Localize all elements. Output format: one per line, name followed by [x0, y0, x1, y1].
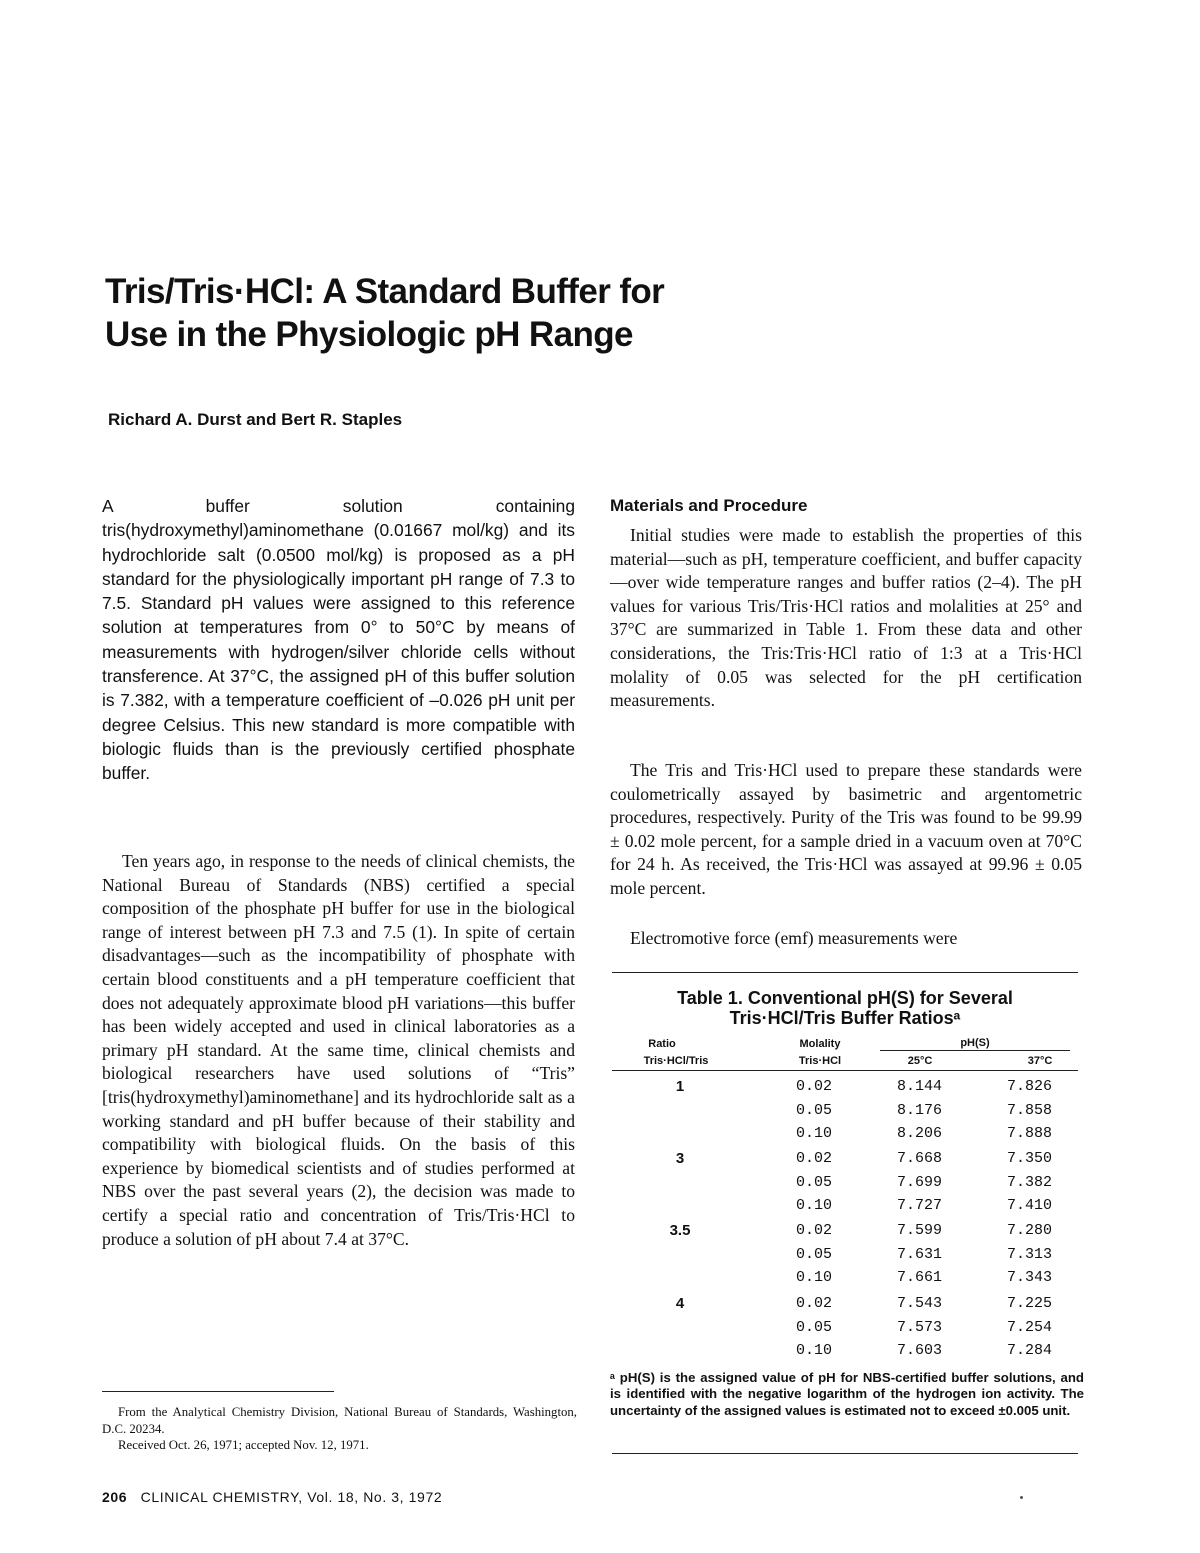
ph-37-cell: 7.280	[1006, 1222, 1052, 1239]
molality-cell: 0.05	[795, 1101, 832, 1119]
ph-25-cell: 7.661	[896, 1269, 942, 1286]
ph-25-cell: 8.206	[896, 1125, 942, 1142]
molality-cell: 0.10	[795, 1197, 832, 1214]
table-title-line: Tris·HCl/Tris Buffer Ratiosᵃ	[729, 1008, 961, 1028]
ph-25-cell: 7.603	[896, 1342, 942, 1359]
ph-25-cell: 7.668	[896, 1150, 942, 1167]
molality-cell: 0.02	[795, 1150, 832, 1167]
ph-25-cell: 7.573	[896, 1318, 942, 1336]
table-top-rule	[612, 972, 1078, 973]
ratio-subheader: Tris·HCl/Tris	[643, 1055, 709, 1067]
ratio-cell: 3	[675, 1150, 685, 1167]
molality-cell: 0.05	[795, 1173, 832, 1191]
ratio-cell: 3.5	[669, 1222, 691, 1239]
article-title	[105, 270, 725, 356]
molality-cell: 0.02	[795, 1295, 832, 1312]
ph-37-cell: 7.826	[1006, 1078, 1052, 1095]
ph-25-cell: 7.727	[896, 1197, 942, 1214]
ratio-cell: 4	[675, 1295, 685, 1312]
abstract: A buffer solution containing tris(hydroxymethyl)aminomethane (0.01667 mol/kg) and its hydrochloride salt (0.0500 mol/kg) is proposed as a pH standard for the physiologically important pH range of 7.3 to 7.5. Standard pH values were assigned to this reference solution at temperatures from 0° to 50°C by means of measurements with hydrogen/silver chloride cells without transference. At 37°C, the assigned pH of this buffer solution is 7.382, with a temperature coefficient of –0.026 pH unit per degree Celsius. This new standard is more compatible with biologic fluids than is the previously certified phosphate buffer.	[102, 496, 575, 784]
journal-citation: CLINICAL CHEMISTRY, Vol. 18, No. 3, 1972	[140, 1489, 443, 1505]
running-footer	[102, 1489, 442, 1505]
ratio-header: Ratio	[648, 1038, 676, 1050]
molality-cell: 0.02	[795, 1222, 832, 1239]
ph-37-cell: 7.350	[1006, 1150, 1052, 1167]
ph-25-cell: 7.631	[896, 1245, 942, 1263]
table-title	[612, 988, 1078, 1028]
ph-25-cell: 7.599	[896, 1222, 942, 1239]
table-bottom-rule	[612, 1453, 1078, 1454]
header-rule	[612, 1070, 1078, 1071]
section-heading: Materials and Procedure	[610, 496, 808, 515]
molality-cell: 0.02	[795, 1078, 832, 1095]
ph-37-cell: 7.225	[1006, 1295, 1052, 1312]
ph-37-cell: 7.254	[1006, 1318, 1052, 1336]
ph-37-cell: 7.888	[1006, 1125, 1052, 1142]
molality-cell: 0.05	[795, 1318, 832, 1336]
ph-group-rule	[880, 1050, 1070, 1051]
authors: Richard A. Durst and Bert R. Staples	[108, 410, 403, 429]
temp-37-header: 37°C	[1027, 1055, 1053, 1067]
molality-subheader: Tris·HCl	[798, 1055, 842, 1067]
ph-37-cell: 7.382	[1006, 1173, 1052, 1191]
ph-37-cell: 7.410	[1006, 1197, 1052, 1214]
molality-cell: 0.10	[795, 1125, 832, 1142]
ph-25-cell: 7.699	[896, 1173, 942, 1191]
molality-cell: 0.05	[795, 1245, 832, 1263]
affiliation-note: From the Analytical Chemistry Division, National Bureau of Standards, Washington, D.C. 20234.	[102, 1405, 577, 1436]
table-footnote: ᵃ pH(S) is the assigned value of pH for NBS-certified buffer solutions, and is identified with the negative logarithm of the hydrogen ion activity. The uncertainty of the assigned values is estimated not to exceed ±0.005 unit.	[610, 1370, 1084, 1418]
stray-mark	[1020, 1496, 1023, 1499]
ph-group-header: pH(S)	[960, 1037, 990, 1049]
ph-25-cell: 8.176	[896, 1101, 942, 1119]
body-paragraph: Initial studies were made to establish the properties of this material—such as pH, temperature coefficient, and buffer capacity—over wide temperature ranges and buffer ratios (2–4). The pH values for various Tris/Tris·HCl ratios and molalities at 25° and 37°C are summarized in Table 1. From these data and other considerations, the Tris:Tris·HCl ratio of 1:3 at a Tris·HCl molality of 0.05 was selected for the pH certification measurements.	[610, 525, 1082, 711]
ph-37-cell: 7.858	[1006, 1101, 1052, 1119]
ph-25-cell: 8.144	[896, 1078, 942, 1095]
footnote-divider	[102, 1391, 334, 1392]
molality-cell: 0.10	[795, 1342, 832, 1359]
molality-cell: 0.10	[795, 1269, 832, 1286]
ph-25-cell: 7.543	[896, 1295, 942, 1312]
footnotes	[102, 1404, 577, 1454]
molality-header: Molality	[799, 1038, 841, 1050]
ph-37-cell: 7.284	[1006, 1342, 1052, 1359]
received-note: Received Oct. 26, 1971; accepted Nov. 12, 1971.	[118, 1438, 369, 1452]
body-paragraph: The Tris and Tris·HCl used to prepare these standards were coulometrically assayed by basimetric and argentometric procedures, respectively. Purity of the Tris was found to be 99.99 ± 0.02 mole percent, for a sample dried in a vacuum oven at 70°C for 24 h. As received, the Tris·HCl was assayed at 99.96 ± 0.05 mole percent.	[610, 760, 1082, 898]
table-title-line: Table 1. Conventional pH(S) for Several	[677, 988, 1013, 1008]
page-number: 206	[102, 1489, 128, 1505]
title-line: Tris/Tris·HCl: A Standard Buffer for	[105, 272, 665, 311]
body-paragraph: Electromotive force (emf) measurements were	[630, 928, 958, 948]
title-line: Use in the Physiologic pH Range	[105, 315, 633, 354]
ph-37-cell: 7.343	[1006, 1269, 1052, 1286]
temp-25-header: 25°C	[907, 1055, 933, 1067]
ph-37-cell: 7.313	[1006, 1245, 1052, 1263]
ratio-cell: 1	[675, 1078, 685, 1095]
intro-paragraph: Ten years ago, in response to the needs of clinical chemists, the National Bureau of Standards (NBS) certified a special composition of the phosphate pH buffer for use in the biological range of interest between pH 7.3 and 7.5 (1). In spite of certain disadvantages—such as the incompatibility of phosphate with certain blood constituents and a pH temperature coefficient that does not adequately approximate blood pH variations—this buffer has been widely accepted and used in clinical laboratories as a primary pH standard. At the same time, clinical chemists and biological researchers have used solutions of “Tris” [tris(hydroxymethyl)aminomethane] and its hydrochloride salt as a working standard and pH buffer because of their stability and compatibility with biological fluids. On the basis of this experience by biomedical scientists and of studies performed at NBS over the past several years (2), the decision was made to certify a special ratio and concentration of Tris/Tris·HCl to produce a solution of pH about 7.4 at 37°C.	[102, 851, 575, 1249]
